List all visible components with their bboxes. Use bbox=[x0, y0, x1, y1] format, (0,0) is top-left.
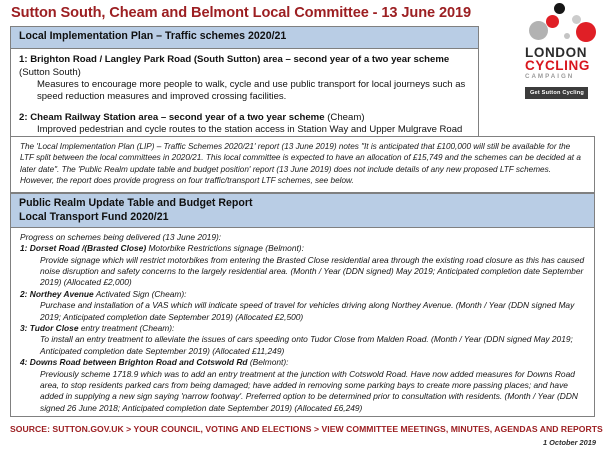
progress-item-4-rest: (Belmont): bbox=[247, 357, 289, 368]
page-title: Sutton South, Cheam and Belmont Local Committee - 13 June 2019 bbox=[11, 5, 472, 21]
progress-item-1-name: Dorset Road /(Brasted Close) bbox=[29, 243, 147, 254]
progress-item-4-number: 4: bbox=[20, 357, 28, 368]
progress-item-2-body: Purchase and installation of a VAS which will indicate speed of travel for vehicles driving along Northey Avenue. (Month / Year (DDN signed May 2019; Anticipated completion date September 2019) (Allocated £2,500) bbox=[40, 300, 575, 322]
document-header bbox=[0, 0, 605, 24]
logo-dot-red-small-icon bbox=[546, 15, 559, 28]
progress-item-4-heading bbox=[20, 357, 585, 368]
progress-item-4-body: Previously scheme 1718.9 which was to add an entry treatment at the junction with Cotswold Road. Have now added measures for Downs Road area, to stop residents parked cars from being damaged; have added in removing some parking bays to create more passing places; and have added in supplying a new sign saying 'narrow footway'. Preferred option to be determined prior to consultation with residents. (Month / Year (DDN signed 26 June 2018; Anticipated completion date September 2019) (Allocated £6,249) bbox=[40, 368, 578, 413]
logo-text-london: LONDON bbox=[525, 45, 588, 60]
public-realm-band bbox=[11, 194, 594, 228]
progress-item-1-body: Provide signage which will restrict motorbikes from entering the Brasted Close residential area through the existing road closure as this has caused noise disruption and safety concerns to the largely residential area. (Month / Year (DDN signed) May 2019; Anticipated completion date September 2019) (Allocated £2,000) bbox=[40, 254, 585, 288]
logo-text-cycling: CYCLING bbox=[525, 58, 590, 73]
progress-item-2-heading bbox=[20, 289, 585, 300]
lip-spacer bbox=[19, 104, 470, 111]
progress-item-1-number: 1: bbox=[20, 243, 28, 254]
logo-text-campaign: CAMPAIGN bbox=[525, 73, 575, 80]
lip-panel-body bbox=[11, 49, 478, 143]
public-realm-band-line-2: Local Transport Fund 2020/21 bbox=[19, 210, 169, 223]
progress-list-body bbox=[11, 228, 594, 418]
logo-dot-gray-tiny-icon bbox=[564, 33, 570, 39]
progress-item-3-number: 3: bbox=[20, 323, 28, 334]
progress-item-2-number: 2: bbox=[20, 288, 28, 299]
lip-scheme-1-body: Measures to encourage more people to walk, cycle and use public transport for local journeys such as speed reduction measures and improved crossing facilities. bbox=[37, 78, 466, 103]
progress-item-2-name: Northey Avenue bbox=[29, 288, 94, 299]
lip-scheme-2-heading-text: 2: Cheam Railway Station area – second year of a two year scheme bbox=[19, 111, 325, 123]
source-breadcrumb[interactable]: SOURCE: SUTTON.GOV.UK > YOUR COUNCIL, VOTING AND ELECTIONS > VIEW COMMITTEE MEETINGS, MINUTES, AGENDAS AND REPORTS bbox=[10, 424, 603, 434]
lip-scheme-2-body: Improved pedestrian and cycle routes to the station access in Station Way and Upper Mulgrave Road bbox=[37, 123, 463, 135]
logo-bicycle-dots-icon bbox=[519, 2, 603, 46]
document-footer bbox=[10, 424, 603, 448]
get-sutton-cycling-badge[interactable]: Get Sutton Cycling bbox=[525, 87, 588, 99]
lip-panel bbox=[10, 26, 479, 143]
progress-item-3-name: Tudor Close bbox=[29, 323, 79, 334]
progress-item-3-heading bbox=[20, 323, 585, 334]
lip-panel-band-title: Local Implementation Plan – Traffic schemes 2020/21 bbox=[11, 27, 478, 49]
public-realm-progress-panel bbox=[10, 227, 595, 417]
logo-dot-red-large-icon bbox=[576, 22, 596, 42]
lip-scheme-1-heading-text: 1: Brighton Road / Langley Park Road (South Sutton) area – second year of a two year scheme bbox=[19, 53, 450, 65]
lip-note-text: The 'Local Implementation Plan (LIP) – Traffic Schemes 2020/21' report (13 June 2019) notes "It is anticipated that £100,000 will still be available for the LTF split between the local committees in 2020/21. This local committee is expected to have an allocation of £15,749 and the schemes can be decided at a later date". The 'Public Realm update table and budget position' report (13 June 2019) does not include details of any new proposed LTF schemes. However, the report does provide progress on four traffic/transport LTF schemes, see below. bbox=[20, 142, 581, 186]
logo-dot-black-icon bbox=[554, 3, 565, 14]
london-cycling-campaign-logo bbox=[519, 2, 603, 96]
public-realm-band-line-1: Public Realm Update Table and Budget Report bbox=[19, 197, 253, 209]
logo-dot-gray-large-icon bbox=[529, 21, 548, 40]
lip-scheme-2-area: (Cheam) bbox=[327, 111, 365, 123]
lip-scheme-1-heading bbox=[19, 53, 470, 79]
lip-scheme-2-heading bbox=[19, 111, 470, 124]
progress-item-3-body: To install an entry treatment to alleviate the issues of cars speeding onto Tudor Close from Malden Road. (Month / Year (DDN signed May 2019; Anticipated completion date September 2019) (Allocated £11,249) bbox=[40, 334, 573, 356]
progress-item-3-rest: entry treatment (Cheam): bbox=[78, 323, 175, 334]
document-date: 1 October 2019 bbox=[543, 438, 596, 447]
progress-item-2-rest: Activated Sign (Cheam): bbox=[93, 288, 187, 299]
progress-item-4-name: Downs Road between Brighton Road and Cotswold Rd bbox=[29, 357, 248, 368]
progress-intro: Progress on schemes being delivered (13 June 2019): bbox=[20, 232, 222, 242]
public-realm-band-panel bbox=[10, 193, 595, 229]
lip-scheme-1-area: (Sutton South) bbox=[19, 66, 81, 78]
lip-note-panel bbox=[10, 136, 595, 193]
progress-item-1-heading bbox=[20, 243, 585, 254]
progress-item-1-rest: Motorbike Restrictions signage (Belmont): bbox=[146, 243, 304, 254]
